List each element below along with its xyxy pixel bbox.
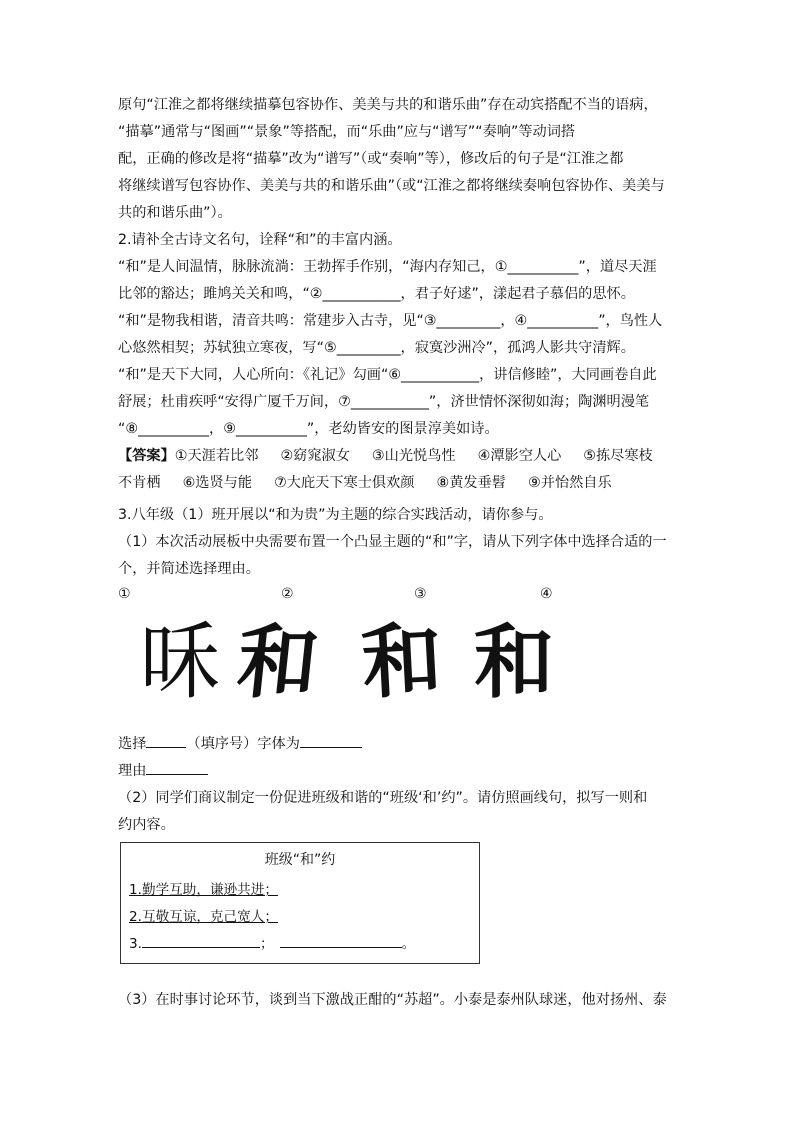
answer-line-2 [118,470,678,497]
question-3-title: 3.八年级（1）班开展以“和为贵”为主题的综合实践活动，请你参与。 [118,507,553,523]
convention-blank-b[interactable] [280,932,402,948]
convention-title: 班级“和”约 [264,852,336,868]
question-2-line: “和”是物我相谐，清音共鸣：常建步入古寺，见“③_________，④__________”，鸟性人 [118,313,663,329]
question-2-line: “和”是人间温情，脉脉流淌：王勃挥手作别，“海内存知己，①__________”，道尽天涯 [118,259,657,275]
analysis-line: 将继续谱写包容协作、美美与共的和谐乐曲”（或“江淮之都将继续奏响包容协作、美美与 [118,178,665,194]
answer-item: ⑤拣尽寒枝 [583,448,653,464]
choose-label: 选择 [118,736,147,752]
analysis-paragraph [118,92,678,227]
answer-item: ④潭影空人心 [477,448,562,464]
answer-item: ②窈窕淑女 [280,448,350,464]
cursive-script-he-glyph: 和 [359,612,445,711]
question-2-line: 舒展；杜甫疾呼“安得广厦千万间，⑦___________”，济世情怀深彻如海；陶渊明漫笔 [118,394,650,410]
answer-item: ①天涯若比邻 [174,448,259,464]
convention-item-3-end: 。 [401,936,416,952]
class-convention-box [120,842,480,964]
running-script-he-glyph: 和 [233,615,323,709]
seal-script-he-glyph: 咊 [140,612,216,711]
option-number-blank[interactable] [146,732,186,748]
question-2 [118,227,678,497]
analysis-line: “描摹”通常与“图画”“景象”等搭配，而“乐曲”应与“谱写”“奏响”等动词搭 [118,124,576,140]
question-3 [118,502,678,583]
font-option-number: ③ [414,586,427,602]
font-option-number: ④ [540,586,553,602]
font-option-number: ① [118,586,131,602]
convention-item-3 [129,932,415,952]
answer-item: ⑧黄发垂髫 [436,475,506,491]
answer-item: ⑨并怡然自乐 [527,475,612,491]
answer-item: ⑦大庇天下寒士俱欢颜 [274,475,415,491]
question-3-sub1-line: （1）本次活动展板中央需要布置一个凸显主题的“和”字，请从下列字体中选择合适的一 [118,534,667,550]
analysis-line: 配，正确的修改是将“描摹”改为“谱写”（或“奏响”等），修改后的句子是“江淮之都 [118,151,624,167]
question-3-sub2 [118,785,678,839]
convention-item-3-prefix: 3. [129,936,142,952]
question-3-sub3-line: （3）在时事讨论环节，谈到当下激战正酣的“苏超”。小泰是泰州队球迷，他对扬州、泰 [118,992,667,1008]
question-3-sub2-line: 约内容。 [118,817,175,833]
choose-line [118,731,678,758]
analysis-line: 共的和谐乐曲”）。 [118,205,232,221]
answer-label: 【答案】 [118,448,175,464]
question-2-line: “⑧__________，⑨__________”，老幼皆安的图景淳美如诗。 [118,421,499,437]
choose-reason-block [118,731,678,785]
question-3-sub2-line: （2）同学们商议制定一份促进班级和谐的“班级‘和’约”。请仿照画线句，拟写一则和 [118,790,648,806]
convention-blank-a[interactable] [142,932,260,948]
answer-item: ③山光悦鸟性 [371,448,456,464]
reason-line [118,758,678,785]
answer-item: ⑥选贤与能 [182,475,253,491]
analysis-line: 原句“江淮之都将继续描摹包容协作、美美与共的和谐乐曲”存在动宾搭配不当的语病， [118,97,658,113]
reason-blank[interactable] [146,759,208,775]
question-3-sub1-line: 个，并简述选择理由。 [118,561,260,577]
answer-item: 不肯栖 [118,475,161,491]
choose-font-label: （填序号）字体为 [186,736,300,752]
question-2-title: 2.请补全古诗文名句，诠释“和”的丰富内涵。 [118,232,402,248]
convention-item-1: 1.勤学互助，谦逊共进； [129,882,278,898]
convention-item-3-sep: ； [259,936,274,952]
question-2-line: 心悠然相契；苏轼独立寒夜，写“⑤_________，寂寞沙洲冷”，孤鸿人影共守清辉。 [118,340,635,356]
question-2-line: 比邻的豁达；雎鸠关关和鸣，“②___________，君子好逑”，漾起君子慕侣的思怀。 [118,286,635,302]
font-option-number: ② [281,586,294,602]
convention-item-2: 2.互敬互谅，克己宽人； [129,909,278,925]
question-2-line: “和”是天下大同，人心所向：《礼记》勾画“⑥___________，讲信修睦”，大同画卷自此 [118,367,657,383]
reason-label: 理由 [118,763,147,779]
answer-line-1 [118,443,678,470]
question-3-sub3 [118,987,678,1014]
font-name-blank[interactable] [300,732,362,748]
regular-script-he-glyph: 和 [474,615,554,709]
